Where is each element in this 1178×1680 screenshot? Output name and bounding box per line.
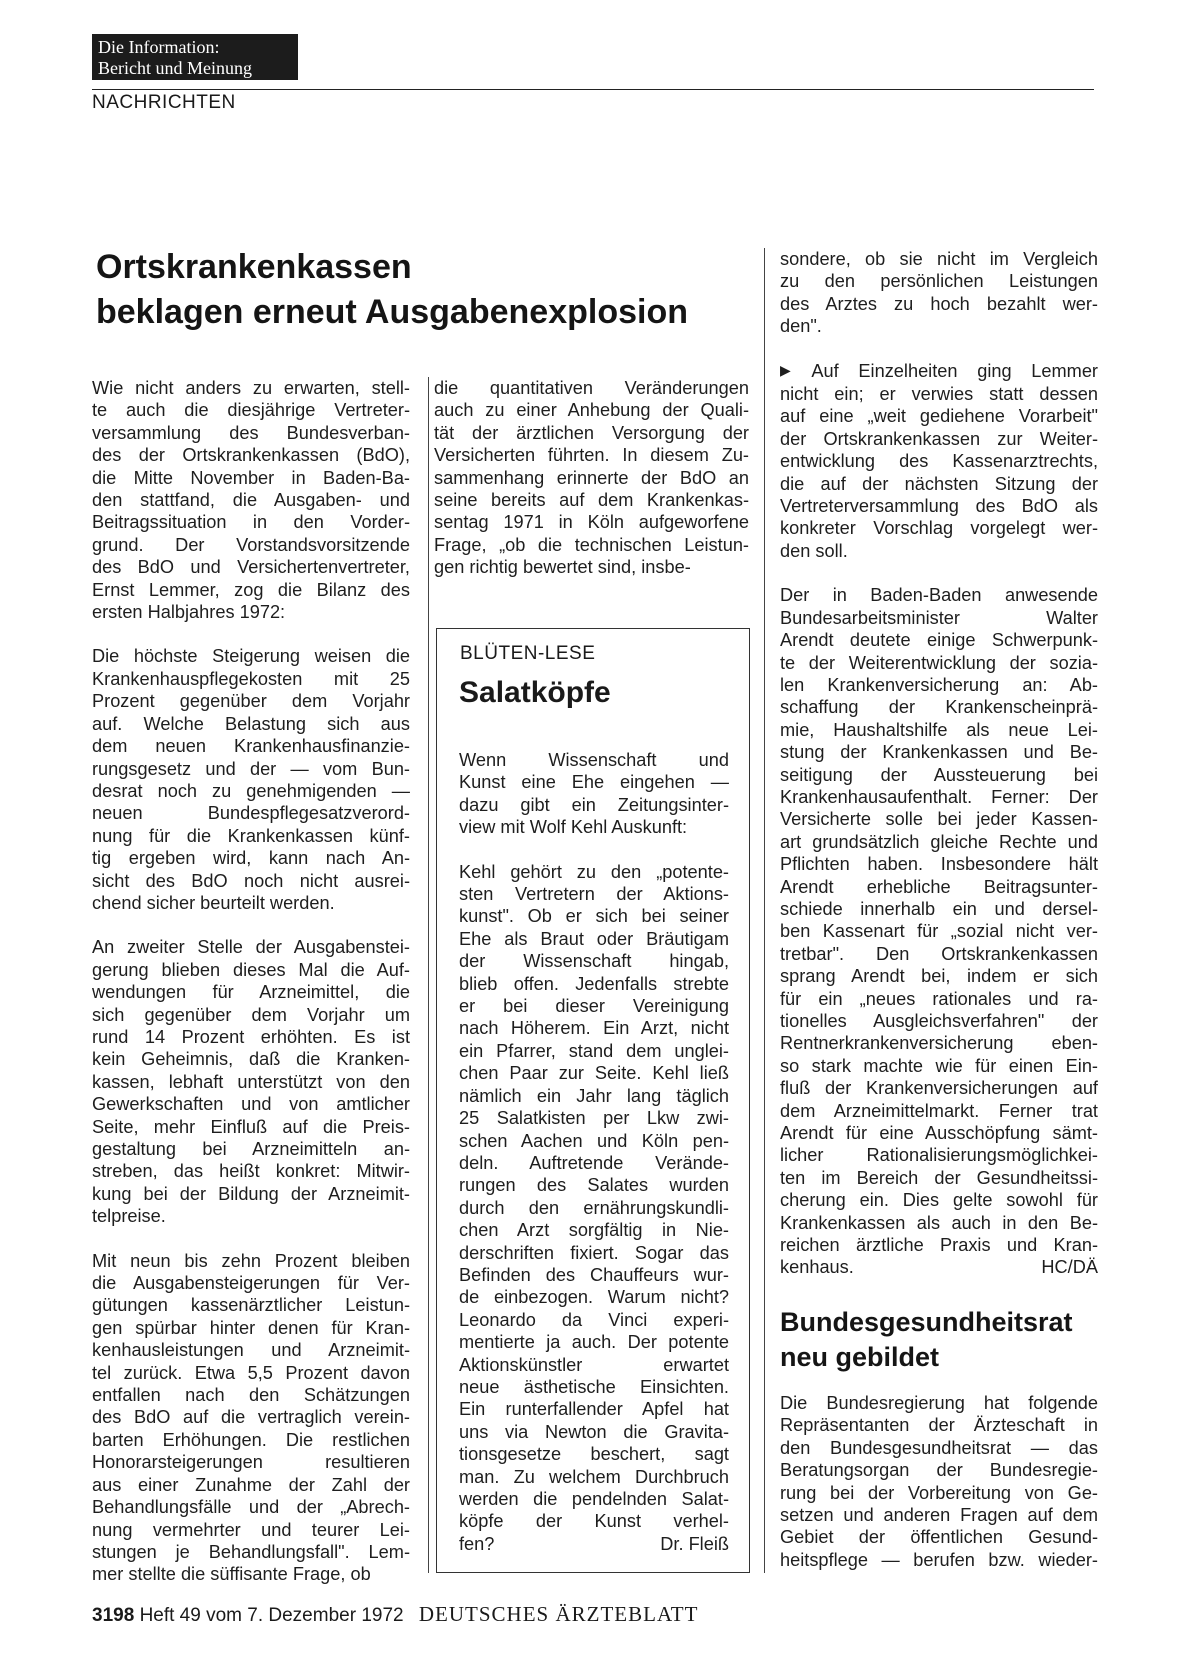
text-line: kunst". Ob er sich bei seiner xyxy=(459,906,729,927)
text-line: konkreter Vorschlag vorgelegt wer- xyxy=(780,518,1098,539)
paragraph xyxy=(92,936,410,1227)
paragraph xyxy=(434,377,749,579)
text-line: sten Vertretern der Aktions- xyxy=(459,884,729,905)
text-line: Kehl gehört zu den „potente- xyxy=(459,861,729,882)
text-line: reichen ärztliche Praxis und Kran- xyxy=(780,1235,1098,1256)
text-line: schiede innerhalb ein und dersel- xyxy=(780,898,1098,919)
text-line: Arendt deutete einige Schwerpunk- xyxy=(780,630,1098,651)
text-line: der Wissenschaft hingab, xyxy=(459,951,729,972)
text-line: fluß der Krankenversicherungen auf xyxy=(780,1078,1098,1099)
text-line: schaffung der Krankenscheinprä- xyxy=(780,697,1098,718)
text-line: streben, das heißt konkret: Mitwir- xyxy=(92,1161,410,1182)
triangle-bullet-icon: ▶ xyxy=(780,361,806,378)
text-line: durch den ernährungskundli- xyxy=(459,1197,729,1218)
text-line: grund. Der Vorstandsvorsitzende xyxy=(92,534,410,555)
paragraph xyxy=(780,360,1098,563)
text-line: fen? Dr. Fleiß xyxy=(459,1533,729,1554)
journal-name: DEUTSCHES ÄRZTEBLATT xyxy=(418,1602,699,1626)
text-line: view mit Wolf Kehl Auskunft: xyxy=(459,817,688,838)
text-line: Bundesarbeitsminister Walter xyxy=(780,607,1098,628)
text-line: gestaltung bei Arzneimitteln an- xyxy=(92,1139,410,1159)
text-line: Ehe als Braut oder Bräutigam xyxy=(459,928,729,949)
text-line: Pflichten haben. Insbesondere hält xyxy=(780,854,1098,875)
text-line: chen Paar zur Seite. Kehl ließ xyxy=(459,1063,729,1084)
text-line: mie, Haushaltshilfe als neue Lei- xyxy=(780,719,1098,740)
text-line: ein Pfarrer, stand dem unglei- xyxy=(459,1040,729,1061)
column-divider xyxy=(428,377,429,1573)
text-line: köpfe der Kunst verhel- xyxy=(459,1511,729,1532)
text-line: kein Geheimnis, daß die Kranken- xyxy=(92,1049,410,1070)
text-line: dazu gibt ein Zeitungsinter- xyxy=(459,794,729,815)
text-line: sprang Arendt bei, indem er sich xyxy=(780,966,1098,987)
page-footer xyxy=(92,1602,698,1627)
page-number: 3198 xyxy=(92,1605,135,1626)
text-line: auf. Welche Belastung sich aus xyxy=(92,713,410,734)
second-article-title xyxy=(780,1305,1100,1375)
text-line: sammenhang erinnerte der BdO an xyxy=(434,467,749,488)
text-line: die quantitativen Veränderungen xyxy=(434,378,749,398)
text-line: nung für die Krankenkassen künf- xyxy=(92,825,410,846)
paragraph xyxy=(780,1392,1098,1571)
sidebar-box xyxy=(436,628,750,1573)
column-divider xyxy=(764,248,765,1573)
text-line: für ein „neues rationales und ra- xyxy=(780,988,1098,1009)
text-line: neue ästhetische Einsichten. xyxy=(459,1376,729,1397)
text-line: kenhausleistungen und Arzneimit- xyxy=(92,1340,410,1361)
text-line: man. Zu welchem Durchbruch xyxy=(459,1466,729,1487)
text-line: tig ergeben wird, kann nach An- xyxy=(92,848,410,869)
text-line: rund 14 Prozent erhöhten. Es ist xyxy=(92,1026,410,1047)
sidebar-kicker: BLÜTEN-LESE xyxy=(460,643,596,664)
text-line: gen spürbar hinter denen für Kran- xyxy=(92,1317,410,1338)
text-line: nicht ein; er verwies statt dessen xyxy=(780,384,1098,405)
text-line: tionsgesetze beschert, sagt xyxy=(459,1444,729,1465)
issue-info: Heft 49 vom 7. Dezember 1972 xyxy=(139,1605,404,1626)
text-line: gerung blieben dieses Mal die Auf- xyxy=(92,959,410,980)
text-line: Die höchste Steigerung weisen die xyxy=(92,646,410,667)
text-line: kassen, lebhaft unterstützt von den xyxy=(92,1071,410,1092)
text-line: Arendt für eine Ausschöpfung sämt- xyxy=(780,1123,1098,1144)
text-line: Honorarsteigerungen resultieren xyxy=(92,1452,410,1473)
text-line: telpreise. xyxy=(92,1206,166,1227)
text-line: seitigung der Aussteuerung bei xyxy=(780,764,1098,785)
text-line: des Arztes zu hoch bezahlt wer- xyxy=(780,293,1098,314)
text-line: neuen Bundespflegesatzverord- xyxy=(92,803,410,824)
text-line: de einbezogen. Warum nicht? xyxy=(459,1287,729,1308)
text-line: rungsgesetz und der — vom Bun- xyxy=(92,758,410,779)
text-line: sondere, ob sie nicht im Vergleich xyxy=(780,249,1098,269)
text-line: art grundsätzlich gleiche Rechte und xyxy=(780,831,1098,852)
text-line: desrat noch zu genehmigenden — xyxy=(92,780,410,801)
article-title-line1: Ortskrankenkassen xyxy=(96,248,412,286)
text-line: Krankenhausaufenthalt. Ferner: Der xyxy=(780,786,1098,807)
text-line: setzen und anderen Fragen auf dem xyxy=(780,1505,1098,1526)
text-line: Versicherte solle bei jeder Kassen- xyxy=(780,809,1098,830)
text-line: gütungen kassenärztlicher Leistun- xyxy=(92,1295,410,1316)
text-line: die Ausgabensteigerungen für Ver- xyxy=(92,1273,410,1294)
text-line: derschriften fixiert. Sogar das xyxy=(459,1242,729,1263)
text-line: Repräsentanten der Ärzteschaft in xyxy=(780,1415,1098,1436)
text-line: rungen des Salates wurden xyxy=(459,1175,729,1196)
paragraph xyxy=(92,645,410,914)
text-line: Beratungsorgan der Bundesregie- xyxy=(780,1460,1098,1481)
text-line: sentag 1971 in Köln aufgeworfene xyxy=(434,512,749,533)
text-line: versammlung des Bundesverban- xyxy=(92,422,410,443)
article-title-line2: beklagen erneut Ausgabenexplosion xyxy=(96,293,688,331)
paragraph xyxy=(92,1250,410,1586)
text-line: sicht des BdO noch nicht ausrei- xyxy=(92,870,410,891)
text-line: Seite, mehr Einfluß auf die Preis- xyxy=(92,1116,410,1137)
text-line: stungen je Behandlungsfall". Lem- xyxy=(92,1541,410,1562)
text-line: licher Rationalisierungsmöglichkei- xyxy=(780,1145,1098,1166)
text-line: ben Kassenart für „sozial nicht ver- xyxy=(780,921,1098,942)
second-article-body xyxy=(780,1392,1098,1571)
text-line: Leonardo da Vinci experi- xyxy=(459,1309,729,1330)
text-line: dem neuen Krankenhausfinanzie- xyxy=(92,736,410,757)
article-title xyxy=(96,245,696,335)
text-line: er bei dieser Vereinigung xyxy=(459,996,729,1017)
text-line: des BdO auf die vertraglich verein- xyxy=(92,1407,410,1428)
text-line: Wie nicht anders zu erwarten, stell- xyxy=(92,378,410,398)
text-line: zu den persönlichen Leistungen xyxy=(780,271,1098,292)
author-signature: HC/DÄ xyxy=(1041,1257,1098,1278)
text-line: Prozent gegenüber dem Vorjahr xyxy=(92,691,410,712)
text-line: ten im Bereich der Gesundheitssi- xyxy=(780,1167,1098,1188)
text-line: der Ortskrankenkassen zur Weiter- xyxy=(780,428,1098,449)
text-line: cherung ein. Dies gelte sowohl für xyxy=(780,1190,1098,1211)
text-line: deln. Auftretende Verände- xyxy=(459,1152,729,1173)
rubric-label xyxy=(92,34,298,80)
text-line: Behandlungsfälle und der „Abrech- xyxy=(92,1497,410,1518)
text-line: blieb offen. Jedenfalls strebte xyxy=(459,973,729,994)
text-line: des BdO und Versichertenvertreter, xyxy=(92,557,410,578)
text-line: uns via Newton die Gravita- xyxy=(459,1421,729,1442)
section-title: NACHRICHTEN xyxy=(92,92,236,113)
text-line: mer stellte die süffisante Frage, ob xyxy=(92,1564,371,1585)
author-signature: Dr. Fleiß xyxy=(660,1533,729,1554)
text-line: Frage, „ob die technischen Leistun- xyxy=(434,534,749,555)
text-line: des der Ortskrankenkassen (BdO), xyxy=(92,445,410,466)
text-line: gen richtig bewertet sind, insbe- xyxy=(434,557,691,578)
text-line: tät der ärztlichen Versorgung der xyxy=(434,422,749,443)
text-line: Krankenkassen als auch in den Be- xyxy=(780,1212,1098,1233)
text-line: te der Weiterentwicklung der sozia- xyxy=(780,652,1098,673)
text-line: tionelles Ausgleichsverfahren" der xyxy=(780,1011,1098,1031)
text-line: te auch die diesjährige Vertreter- xyxy=(92,400,410,421)
text-line: heitspflege — berufen bzw. wieder- xyxy=(780,1549,1098,1570)
second-article-title-line1: Bundesgesundheitsrat xyxy=(780,1307,1073,1337)
text-line: Vertreterversammlung des BdO als xyxy=(780,496,1098,517)
text-line: nämlich ein Jahr lang täglich xyxy=(459,1085,729,1106)
text-line: barten Erhöhungen. Die restlichen xyxy=(92,1429,410,1450)
text-line: Arendt erhebliche Beitragsunter- xyxy=(780,876,1098,897)
text-line: Gewerkschaften und von amtlicher xyxy=(92,1094,410,1115)
paragraph xyxy=(459,749,729,839)
text-line: Aktionskünstler erwartet xyxy=(459,1354,729,1375)
text-line: sich gegenüber dem Vorjahr um xyxy=(92,1004,410,1025)
text-line: Die Bundesregierung hat folgende xyxy=(780,1393,1098,1413)
text-line: ▶ Auf Einzelheiten ging Lemmer xyxy=(780,360,1098,381)
text-line: 25 Salatkisten per Lkw zwi- xyxy=(459,1108,729,1129)
text-line: die Mitte November in Baden-Ba- xyxy=(92,467,410,488)
rubric-label-line1: Die Information: xyxy=(98,37,220,57)
text-line: auf eine „weit gediehene Vorarbeit" xyxy=(780,406,1098,427)
text-line: chen Arzt sorgfältig in Nie- xyxy=(459,1220,729,1241)
paragraph xyxy=(92,377,410,623)
text-line: len Krankenversicherung an: Ab- xyxy=(780,674,1098,695)
paragraph xyxy=(459,861,729,1556)
text-line: schen Aachen und Köln pen- xyxy=(459,1130,729,1151)
text-line: seine bereits auf dem Krankenkas- xyxy=(434,490,749,511)
text-line: wendungen für Arzneimittel, die xyxy=(92,982,410,1003)
text-line: Der in Baden-Baden anwesende xyxy=(780,585,1098,606)
text-line: aus einer Zunahme der Zahl der xyxy=(92,1474,410,1495)
text-line: werden die pendelnden Salat- xyxy=(459,1489,729,1509)
paragraph xyxy=(780,584,1098,1279)
header-rule xyxy=(92,89,1094,90)
text-line: chend sicher beurteilt werden. xyxy=(92,892,335,913)
text-line: Versicherten führten. In diesem Zu- xyxy=(434,445,749,466)
text-line: entfallen nach den Schätzungen xyxy=(92,1385,410,1406)
text-line: Beitragssituation in den Vorder- xyxy=(92,512,410,533)
text-line: kung bei der Bildung der Arzneimit- xyxy=(92,1183,410,1204)
text-line: auch zu einer Anhebung der Quali- xyxy=(434,400,749,421)
text-line: Krankenhauspflegekosten mit 25 xyxy=(92,668,410,689)
text-line: kenhaus. HC/DÄ xyxy=(780,1257,1098,1278)
text-line: so stark machte wie für einen Ein- xyxy=(780,1055,1098,1076)
article-column-2 xyxy=(434,377,749,579)
article-column-1 xyxy=(92,377,410,1586)
text-line: die auf der nächsten Sitzung der xyxy=(780,473,1098,494)
text-line: dem Arzneimittelmarkt. Ferner trat xyxy=(780,1100,1098,1121)
text-line: tel zurück. Etwa 5,5 Prozent davon xyxy=(92,1362,410,1383)
text-line: entwicklung des Kassenarztrechts, xyxy=(780,451,1098,472)
text-line: nung vermehrter und teurer Lei- xyxy=(92,1519,410,1540)
text-line: stung der Krankenkassen und Be- xyxy=(780,742,1098,763)
text-line: den". xyxy=(780,316,822,337)
text-line: Rentnerkrankenversicherung eben- xyxy=(780,1033,1098,1054)
text-line: An zweiter Stelle der Ausgabenstei- xyxy=(92,937,410,958)
text-line: Ernst Lemmer, zog die Bilanz des xyxy=(92,579,410,600)
text-line: Kunst eine Ehe eingehen — xyxy=(459,772,729,793)
text-line: ersten Halbjahres 1972: xyxy=(92,602,286,623)
text-line: tretbar". Den Ortskrankenkassen xyxy=(780,943,1098,964)
text-line: den soll. xyxy=(780,540,848,561)
text-line: Mit neun bis zehn Prozent bleiben xyxy=(92,1250,410,1271)
text-line: mentierte ja auch. Der potente xyxy=(459,1332,729,1353)
second-article-title-line2: neu gebildet xyxy=(780,1342,940,1372)
text-line: nach Höherem. Ein Arzt, nicht xyxy=(459,1018,729,1039)
text-line: Gebiet der öffentlichen Gesund- xyxy=(780,1527,1098,1548)
text-line: Ein runterfallender Apfel hat xyxy=(459,1399,729,1420)
sidebar-body xyxy=(459,749,729,1555)
rubric-label-line2: Bericht und Meinung xyxy=(98,58,252,78)
text-line: den stattfand, die Ausgaben- und xyxy=(92,490,410,511)
article-column-3 xyxy=(780,248,1098,1279)
text-line: rung bei der Vorbereitung von Ge- xyxy=(780,1482,1098,1503)
sidebar-title: Salatköpfe xyxy=(459,676,611,709)
text-line: den Bundesgesundheitsrat — das xyxy=(780,1437,1098,1458)
paragraph xyxy=(780,248,1098,338)
text-line: Befinden des Chauffeurs wur- xyxy=(459,1264,729,1285)
text-line: Wenn Wissenschaft und xyxy=(459,750,729,770)
